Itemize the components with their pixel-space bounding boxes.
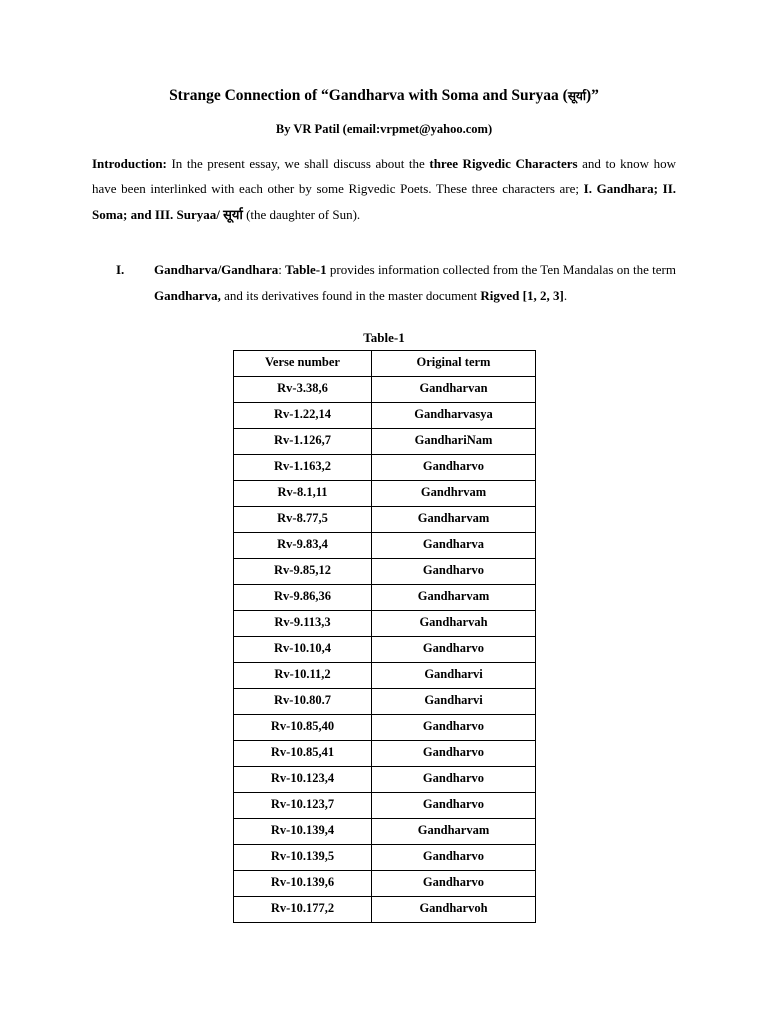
table-row (234, 636, 536, 662)
cell-original-term: Gandharvo (372, 844, 536, 870)
cell-original-term: Gandharvoh (372, 896, 536, 922)
table-row (234, 792, 536, 818)
table-row (234, 610, 536, 636)
table-row (234, 454, 536, 480)
table-row (234, 870, 536, 896)
table-row (234, 506, 536, 532)
column-header-verse-number: Verse number (234, 350, 372, 376)
cell-original-term: Gandharvam (372, 506, 536, 532)
column-header-original-term: Original term (372, 350, 536, 376)
title-text-tail: )” (586, 87, 599, 104)
table-row (234, 480, 536, 506)
table-row (234, 584, 536, 610)
cell-verse-number: Rv-10.139,4 (234, 818, 372, 844)
cell-verse-number: Rv-9.85,12 (234, 558, 372, 584)
cell-verse-number: Rv-10.123,4 (234, 766, 372, 792)
gandharva-verse-table (233, 350, 536, 923)
cell-verse-number: Rv-8.77,5 (234, 506, 372, 532)
cell-original-term: Gandharvasya (372, 402, 536, 428)
cell-original-term: Gandharvi (372, 688, 536, 714)
cell-verse-number: Rv-10.177,2 (234, 896, 372, 922)
section-bold-rigved: Rigved [1, 2, 3] (480, 287, 564, 303)
table-caption: Table-1 (363, 329, 405, 345)
table-row (234, 558, 536, 584)
table-row (234, 714, 536, 740)
table-body (234, 376, 536, 922)
section-bold-table-ref: Table-1 (285, 262, 327, 278)
cell-original-term: Gandharvah (372, 610, 536, 636)
page-title (92, 86, 676, 106)
table-row (234, 844, 536, 870)
intro-bold-2: I. Gandhara; II. Soma; and III. Suryaa/ सूर्या (92, 181, 677, 222)
title-text-lead: Strange Connection of “Gandharva with Soma and Suryaa ( (169, 87, 568, 104)
cell-original-term: Gandharvo (372, 740, 536, 766)
byline: By VR Patil (email:vrpmet@yahoo.com) (275, 122, 493, 137)
cell-original-term: Gandharvam (372, 818, 536, 844)
cell-verse-number: Rv-1.22,14 (234, 402, 372, 428)
table-row (234, 688, 536, 714)
cell-original-term: Gandharvo (372, 714, 536, 740)
cell-original-term: Gandharvo (372, 792, 536, 818)
cell-verse-number: Rv-8.1,11 (234, 480, 372, 506)
table-row (234, 766, 536, 792)
cell-verse-number: Rv-9.113,3 (234, 610, 372, 636)
table-row (234, 896, 536, 922)
cell-original-term: Gandharvo (372, 766, 536, 792)
section-text-3: and its derivatives found in the master document (220, 287, 481, 303)
table-header-row (234, 350, 536, 376)
cell-original-term: Gandharvo (372, 870, 536, 896)
table-container (233, 330, 535, 923)
table-row (234, 376, 536, 402)
cell-verse-number: Rv-10.85,40 (234, 714, 372, 740)
cell-original-term: GandhariNam (372, 428, 536, 454)
table-row (234, 662, 536, 688)
table-row (234, 740, 536, 766)
cell-verse-number: Rv-10.123,7 (234, 792, 372, 818)
cell-original-term: Gandharva (372, 532, 536, 558)
table-row (234, 402, 536, 428)
section-bold-gandharva: Gandharva, (154, 287, 221, 303)
table-row (234, 428, 536, 454)
intro-bold-1: three Rigvedic Characters (429, 156, 578, 172)
cell-original-term: Gandharvo (372, 454, 536, 480)
section-text-2: provides information collected from the Ten Mandalas on the term (326, 262, 676, 278)
section-text-1: : (278, 262, 286, 278)
intro-text-3: (the daughter of Sun). (242, 206, 361, 222)
cell-original-term: Gandharvo (372, 636, 536, 662)
introduction-paragraph (92, 151, 676, 227)
cell-verse-number: Rv-10.139,5 (234, 844, 372, 870)
cell-verse-number: Rv-10.139,6 (234, 870, 372, 896)
title-devanagari: सूर्या (567, 89, 586, 103)
cell-verse-number: Rv-10.10,4 (234, 636, 372, 662)
cell-verse-number: Rv-10.85,41 (234, 740, 372, 766)
table-row (234, 532, 536, 558)
table-row (234, 818, 536, 844)
section-text-4: . (563, 287, 568, 303)
cell-original-term: Gandhrvam (372, 480, 536, 506)
section-gandharva (92, 257, 676, 308)
cell-verse-number: Rv-9.86,36 (234, 584, 372, 610)
cell-verse-number: Rv-3.38,6 (234, 376, 372, 402)
cell-verse-number: Rv-10.11,2 (234, 662, 372, 688)
cell-verse-number: Rv-10.80.7 (234, 688, 372, 714)
section-body (154, 257, 676, 308)
cell-original-term: Gandharvo (372, 558, 536, 584)
introduction-label: Introduction: (92, 156, 167, 172)
cell-original-term: Gandharvan (372, 376, 536, 402)
cell-original-term: Gandharvi (372, 662, 536, 688)
section-title: Gandharva/Gandhara (154, 262, 279, 278)
intro-text-1: In the present essay, we shall discuss about the (166, 156, 430, 172)
intro-text-2: and to know how have been interlinked with each other by some Rigvedic Poets. These three characters are; (92, 156, 676, 197)
cell-verse-number: Rv-1.163,2 (234, 454, 372, 480)
cell-verse-number: Rv-1.126,7 (234, 428, 372, 454)
section-number: I. (116, 262, 125, 278)
cell-original-term: Gandharvam (372, 584, 536, 610)
cell-verse-number: Rv-9.83,4 (234, 532, 372, 558)
